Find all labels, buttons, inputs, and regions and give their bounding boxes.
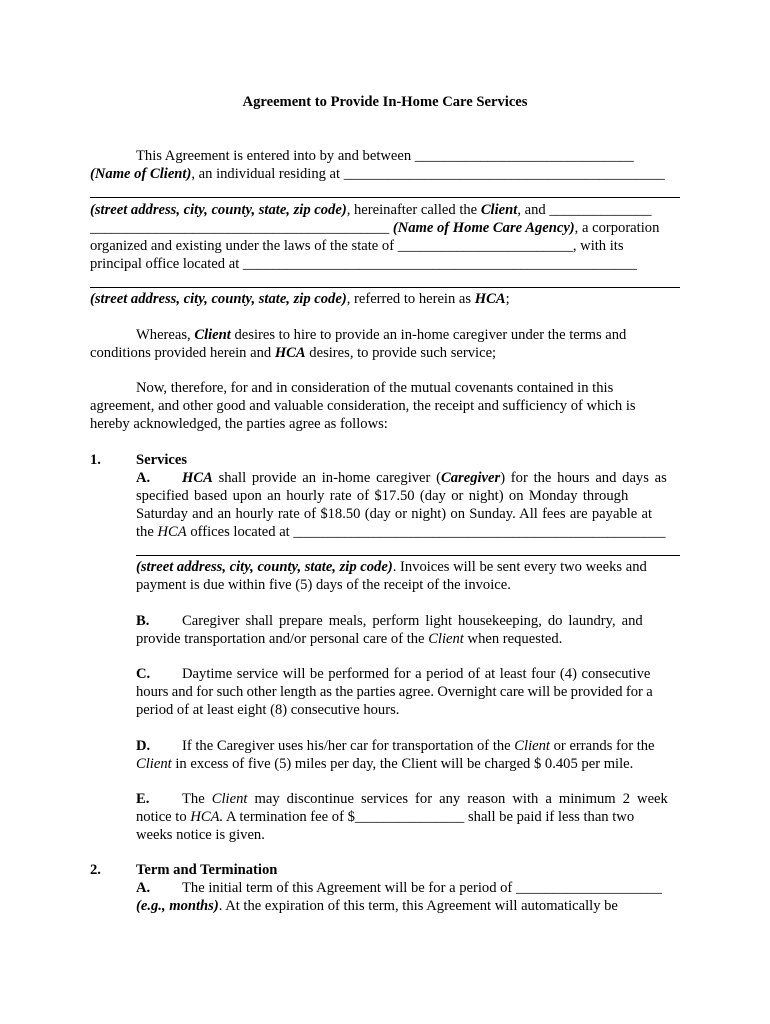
section-1a-line-6-text: . Invoices will be sent every two weeks and	[392, 559, 647, 575]
section-1d-line-2	[136, 756, 633, 774]
section-1d-line-1	[182, 738, 655, 756]
whereas-start: Whereas,	[136, 327, 195, 343]
section-1b-line-2-start: provide transportation and/or personal care of the	[136, 631, 429, 647]
section-1d-line-1-start: If the Caregiver uses his/her car for transportation of the	[182, 738, 515, 754]
client-term: Client	[480, 202, 518, 218]
section-1b-line-2-end: when requested.	[463, 631, 563, 647]
section-1a-line-4	[136, 524, 666, 542]
intro-line-2	[90, 166, 665, 184]
whereas-line-2	[90, 345, 496, 363]
now-therefore-line-1: Now, therefore, for and in consideration of the mutual covenants contained in this	[136, 380, 614, 396]
section-1b-line-2	[136, 631, 562, 649]
section-1e-hca: HCA.	[190, 809, 224, 825]
section-2a-line-2-text: . At the expiration of this term, this Agreement will automatically be	[218, 898, 618, 914]
section-1e-line-1	[182, 791, 668, 809]
section-1d-line-2-client: Client	[136, 756, 172, 772]
section-1e-client: Client	[211, 791, 248, 807]
section-1d-label: D.	[136, 738, 151, 754]
section-1b-label: B.	[136, 613, 150, 629]
section-1e-line-1-start: The	[182, 791, 212, 807]
whereas-line-2-start: conditions provided herein and	[90, 345, 275, 361]
document-title: Agreement to Provide In-Home Care Services	[242, 94, 528, 110]
intro-line-9	[90, 291, 510, 309]
section-1e-line-3: weeks notice is given.	[136, 827, 265, 843]
section-1a-line-7: payment is due within five (5) days of the receipt of the invoice.	[136, 577, 511, 593]
caregiver-term: Caregiver	[441, 470, 501, 486]
now-therefore-line-3: hereby acknowledged, the parties agree as follows:	[90, 416, 388, 432]
section-1a-line-2: specified based upon an hourly rate of $17.50 (day or night) on Monday through	[136, 488, 629, 504]
whereas-line-2-rest: desires, to provide such service;	[305, 345, 497, 361]
section-1a-line-4-hca: HCA	[157, 524, 187, 540]
intro-line-2-text: , an individual residing at ____________________________________________	[191, 166, 665, 182]
section-1c-line-2: hours and for such other length as the parties agree. Overnight care will be provided for a	[136, 684, 653, 700]
section-1a-label: A.	[136, 470, 151, 486]
whereas-hca: HCA	[274, 345, 306, 361]
section-1a-line-1-end: ) for the hours and days as	[500, 470, 667, 486]
address-blank-line-1	[90, 197, 680, 198]
section-1a-line-3: Saturday and an hourly rate of $18.50 (day or night) on Sunday. All fees are payable at	[136, 506, 653, 522]
section-1e-line-2-start: notice to	[136, 809, 191, 825]
name-of-client-label: (Name of Client)	[90, 166, 192, 182]
section-1e-line-1-end: may discontinue services for any reason with a minimum 2 week	[247, 791, 668, 807]
intro-line-4-end: , and ______________	[517, 202, 652, 218]
intro-line-6: organized and existing under the laws of the state of ________________________, with its	[90, 238, 624, 254]
agency-blank: _________________________________________	[90, 220, 393, 236]
hca-term: HCA	[474, 291, 506, 307]
section-1a-line-6	[136, 559, 647, 577]
section-1a-line-4-start: the	[136, 524, 158, 540]
section-2a-term-hint: (e.g., months)	[136, 898, 219, 914]
section-1b-client: Client	[428, 631, 464, 647]
street-address-label-1: (street address, city, county, state, zip code)	[90, 202, 347, 218]
section-2-number: 2.	[90, 862, 101, 878]
section-1e-line-2	[136, 809, 634, 827]
intro-line-4-text: , hereinafter called the	[346, 202, 481, 218]
name-of-agency-label: (Name of Home Care Agency)	[392, 220, 575, 236]
intro-line-1: This Agreement is entered into by and between ______________________________	[136, 148, 634, 164]
intro-line-9-end: ;	[505, 291, 510, 307]
address-blank-line-2	[90, 287, 680, 288]
section-1a-line-1	[182, 470, 680, 488]
section-1c-line-3: period of at least eight (8) consecutive hours.	[136, 702, 400, 718]
section-1a-street-address-label: (street address, city, county, state, zip code)	[136, 559, 393, 575]
intro-line-5-end: , a corporation	[574, 220, 660, 236]
section-1b-line-1: Caregiver shall prepare meals, perform light housekeeping, do laundry, and	[182, 613, 643, 629]
section-1d-line-2-text: in excess of five (5) miles per day, the Client will be charged $ 0.405 per mile.	[171, 756, 634, 772]
section-1d-line-1-end: or errands for the	[549, 738, 655, 754]
section-2a-line-1: The initial term of this Agreement will be for a period of ____________________	[182, 880, 662, 896]
whereas-line-1-rest: desires to hire to provide an in-home caregiver under the terms and	[230, 327, 627, 343]
section-1-heading: Services	[136, 452, 188, 468]
street-address-label-2: (street address, city, county, state, zip code)	[90, 291, 347, 307]
section-1e-label: E.	[136, 791, 150, 807]
intro-line-4	[90, 202, 652, 220]
intro-line-7: principal office located at ______________________________________________________	[90, 256, 637, 272]
section-2a-line-2	[136, 898, 618, 916]
whereas-line-1	[136, 327, 626, 345]
now-therefore-line-2: agreement, and other good and valuable consideration, the receipt and sufficiency of which is	[90, 398, 636, 414]
section-1c-line-1: Daytime service will be performed for a period of at least four (4) consecutive	[182, 666, 651, 682]
hca-address-blank-line	[136, 555, 680, 556]
section-1a-line-4-end: offices located at ___________________________________________________	[186, 524, 666, 540]
section-1a-hca: HCA	[182, 470, 213, 486]
section-1a-line-1-text: shall provide an in-home caregiver (	[212, 470, 442, 486]
section-2-heading: Term and Termination	[136, 862, 278, 878]
intro-line-9-text: , referred to herein as	[346, 291, 475, 307]
whereas-client: Client	[194, 327, 231, 343]
intro-line-5	[90, 220, 659, 238]
section-1d-client: Client	[514, 738, 550, 754]
section-2a-label: A.	[136, 880, 151, 896]
section-1-number: 1.	[90, 452, 101, 468]
section-1c-label: C.	[136, 666, 151, 682]
section-1e-line-2-end: A termination fee of $_______________ shall be paid if less than two	[223, 809, 635, 825]
